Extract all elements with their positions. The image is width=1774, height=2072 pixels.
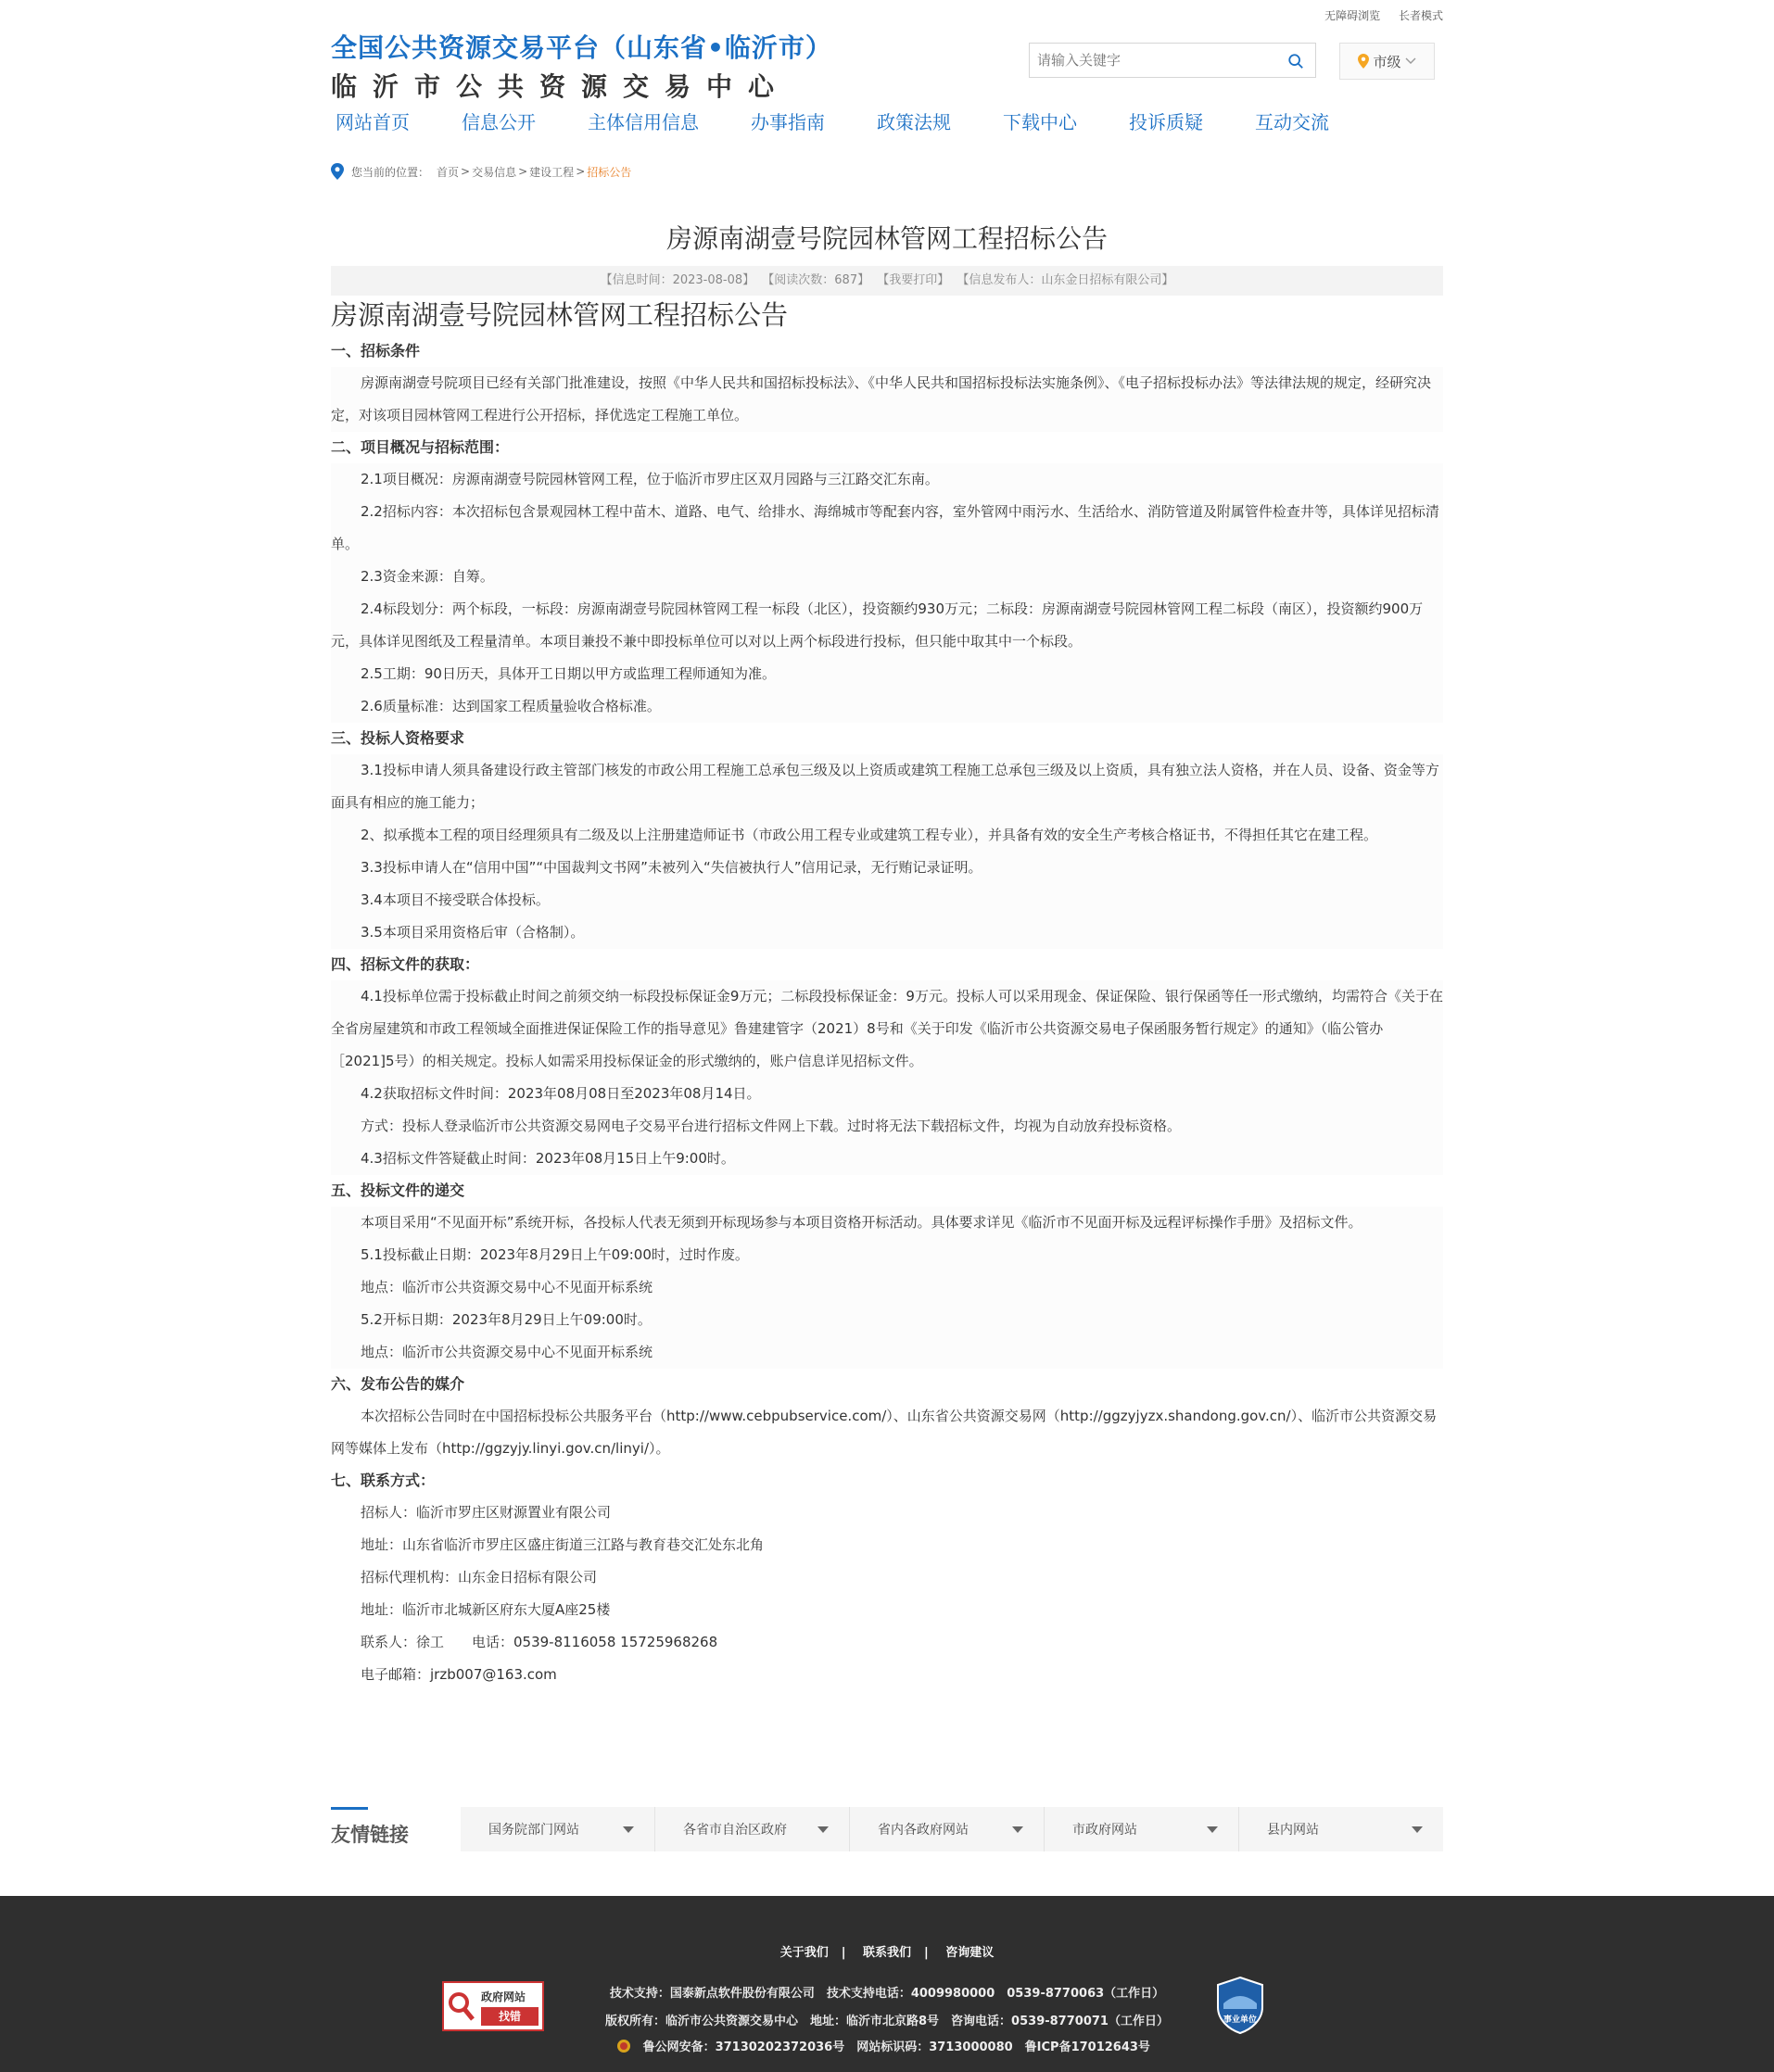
breadcrumb-separator: > [461, 165, 471, 178]
select-label: 市政府网站 [1072, 1823, 1137, 1838]
paragraph: 4.2获取招标文件时间：2023年08月08日至2023年08月14日。 [331, 1078, 1443, 1110]
nav-guide[interactable]: 办事指南 [751, 111, 825, 133]
article-meta [331, 266, 1443, 296]
paragraph: 2.6质量标准：达到国家工程质量验收合格标准。 [331, 690, 1443, 723]
caret-down-icon [817, 1826, 829, 1833]
select-label: 各省市自治区政府 [683, 1823, 787, 1838]
select-state-council[interactable] [461, 1807, 655, 1851]
footer-copyright: 版权所有：临沂市公共资源交易中心 地址：临沂市北京路8号 咨询电话：0539-8770071（工作日） [605, 2015, 1169, 2028]
footer-about-link[interactable]: 关于我们 [779, 1946, 829, 1960]
footer [0, 1896, 1774, 2072]
section-heading: 二、项目概况与招标范围： [331, 438, 510, 456]
site-logo[interactable] [331, 28, 832, 104]
main-nav [336, 107, 1381, 134]
paragraph: 4.1投标单位需于投标截止时间之前须交纳一标段投标保证金9万元；二标段投标保证金：9万元。投标人可以采用现金、保证保险、银行保函等任一形式缴纳，均需符合《关于在全省房屋建筑和市政工程领域全面推进保证保险工作的指导意见》鲁建建管字（2021）8号和《关于印发《临沂市公共资源交易电子保函服务暂行规定》的通知》（临公管办［2021]5号）的相关规定。投标人如需采用投标保证金的形式缴纳的，账户信息详见招标文件。 [331, 980, 1443, 1078]
breadcrumb-separator: > [518, 165, 528, 178]
paragraph: 地点：临沂市公共资源交易中心不见面开标系统 [331, 1336, 1443, 1369]
section-heading: 五、投标文件的递交 [331, 1181, 465, 1199]
footer-links: 关于我们 | 联系我们 | 咨询建议 [779, 1946, 995, 1960]
footer-icp-text: 鲁公网安备：37130202372036号 网站标识码：3713000080 鲁ICP备17012643号 [642, 2040, 1150, 2054]
paragraph: 2.4标段划分：两个标段，一标段：房源南湖壹号院园林管网工程一标段（北区），投资额约930万元；二标段：房源南湖壹号院园林管网工程二标段（南区），投资额约900万元，具体详见图纸及工程量清单。本项目兼投不兼中即投标单位可以对以上两个标段进行投标，但只能中取其中一个标段。 [331, 593, 1443, 658]
select-label: 国务院部门网站 [488, 1823, 579, 1838]
contact-line: 地址：临沂市北城新区府东大厦A座25楼 [331, 1594, 1443, 1626]
paragraph: 5.1投标截止日期：2023年8月29日上午09:00时，过时作废。 [331, 1239, 1443, 1271]
article-heading: 房源南湖壹号院园林管网工程招标公告 [331, 297, 1443, 332]
location-pin-icon [1358, 54, 1369, 69]
logo-title: 全国公共资源交易平台（山东省•临沂市） [331, 32, 832, 63]
paragraph: 地点：临沂市公共资源交易中心不见面开标系统 [331, 1271, 1443, 1304]
section-accent-bar [331, 1807, 368, 1810]
paragraph: 2.3资金来源：自筹。 [331, 561, 1443, 593]
select-province-gov[interactable] [850, 1807, 1045, 1851]
meta-publisher: 【信息发布人：山东金日招标有限公司】 [957, 273, 1174, 287]
search-box [1029, 43, 1316, 78]
section-heading: 一、招标条件 [331, 342, 421, 360]
badge-text-bottom: 找错 [481, 2007, 539, 2026]
nav-credit-info[interactable]: 主体信用信息 [588, 111, 699, 133]
badge-right-text: 事业单位 [1223, 2015, 1257, 2025]
paragraph: 2.5工期：90日历天，具体开工日期以甲方或监理工程师通知为准。 [331, 658, 1443, 690]
paragraph: 3.1投标申请人须具备建设行政主管部门核发的市政公用工程施工总承包三级及以上资质或建筑工程施工总承包三级及以上资质，具有独立法人资格，并在人员、设备、资金等方面具有相应的施工能力； [331, 754, 1443, 819]
select-city-gov[interactable] [1045, 1807, 1239, 1851]
print-button[interactable]: 【我要打印】 [877, 273, 950, 287]
select-county[interactable] [1239, 1807, 1443, 1851]
paragraph: 3.3投标申请人在“信用中国”“中国裁判文书网”未被列入“失信被执行人”信用记录，无行贿记录证明。 [331, 852, 1443, 884]
contact-line: 招标人：临沂市罗庄区财源置业有限公司 [331, 1497, 1443, 1529]
magnifier-icon [448, 1988, 475, 2025]
footer-contact-link[interactable]: 联系我们 [862, 1946, 911, 1960]
page-title: 房源南湖壹号院园林管网工程招标公告 [665, 223, 1108, 254]
nav-info-public[interactable]: 信息公开 [462, 111, 536, 133]
select-label: 省内各政府网站 [878, 1823, 969, 1838]
location-pin-icon [331, 163, 344, 180]
nav-download[interactable]: 下载中心 [1003, 111, 1077, 133]
gov-site-error-badge[interactable] [442, 1981, 544, 2031]
nav-complaint[interactable]: 投诉质疑 [1129, 111, 1203, 133]
select-provinces[interactable] [655, 1807, 850, 1851]
select-label: 县内网站 [1267, 1823, 1319, 1838]
breadcrumb-home[interactable]: 首页 [437, 165, 460, 179]
caret-down-icon [1412, 1826, 1423, 1833]
breadcrumb-prefix: 您当前的位置： [351, 165, 430, 179]
contact-line: 地址：山东省临沂市罗庄区盛庄街道三江路与教育巷交汇处东北角 [331, 1529, 1443, 1561]
paragraph: 2.2招标内容：本次招标包含景观园林工程中苗木、道路、电气、给排水、海绵城市等配套内容，室外管网中雨污水、生活给水、消防管道及附属管件检查井等，具体详见招标清单。 [331, 496, 1443, 561]
paragraph: 5.2开标日期：2023年8月29日上午09:00时。 [331, 1304, 1443, 1336]
friend-links [331, 1807, 1443, 1853]
top-utility-bar [331, 7, 1443, 26]
paragraph: 房源南湖壹号院项目已经有关部门批准建设，按照《中华人民共和国招标投标法》、《中华人民共和国招标投标法实施条例》、《电子招标投标办法》等法律法规的规定，经研究决定，对该项目园林管网工程进行公开招标，择优选定工程施工单位。 [331, 367, 1443, 432]
footer-icp [0, 2037, 1774, 2054]
section-heading: 三、投标人资格要求 [331, 729, 465, 747]
paragraph: 2.1项目概况：房源南湖壹号院园林管网工程，位于临沂市罗庄区双月园路与三江路交汇东南。 [331, 463, 1443, 496]
paragraph: 方式：投标人登录临沂市公共资源交易网电子交易平台进行招标文件网上下载。过时将无法下载招标文件，均视为自动放弃投标资格。 [331, 1110, 1443, 1143]
paragraph: 2、拟承揽本工程的项目经理须具有二级及以上注册建造师证书（市政公用工程专业或建筑工程专业），并具备有效的安全生产考核合格证书，不得担任其它在建工程。 [331, 819, 1443, 852]
caret-down-icon [1012, 1826, 1023, 1833]
nav-interaction[interactable]: 互动交流 [1255, 111, 1329, 133]
paragraph: 3.5本项目采用资格后审（合格制）。 [331, 916, 1443, 949]
nav-home[interactable]: 网站首页 [336, 111, 410, 133]
elder-mode-link[interactable]: 长者模式 [1398, 9, 1443, 22]
city-level-label: 市级 [1373, 53, 1401, 70]
breadcrumb-separator: > [576, 165, 586, 178]
breadcrumb-trade-info[interactable]: 交易信息 [472, 165, 517, 179]
breadcrumb [331, 163, 631, 180]
nav-policy[interactable]: 政策法规 [877, 111, 951, 133]
badge-text-top: 政府网站 [481, 1990, 526, 2003]
section-heading: 七、联系方式： [331, 1472, 436, 1489]
breadcrumb-current: 招标公告 [587, 165, 632, 179]
city-level-selector[interactable] [1339, 43, 1435, 80]
caret-down-icon [623, 1826, 634, 1833]
section-heading: 六、发布公告的媒介 [331, 1375, 465, 1393]
contact-line: 联系人：徐工 电话：0539-8116058 15725968268 [331, 1626, 1443, 1659]
caret-down-icon [1207, 1826, 1218, 1833]
paragraph: 4.3招标文件答疑截止时间：2023年08月15日上午9:00时。 [331, 1143, 1443, 1175]
accessible-mode-link[interactable]: 无障碍浏览 [1324, 9, 1381, 22]
search-input[interactable] [1030, 44, 1276, 77]
public-institution-badge[interactable] [1214, 1976, 1266, 2035]
logo-subtitle: 临沂市公共资源交易中心 [331, 71, 791, 102]
contact-line: 招标代理机构：山东金日招标有限公司 [331, 1561, 1443, 1594]
shield-icon [1214, 1976, 1266, 2035]
meta-reads: 【阅读次数：687】 [762, 273, 870, 287]
search-icon[interactable] [1287, 53, 1304, 69]
chevron-down-icon [1405, 57, 1416, 65]
contact-email: 电子邮箱：jrzb007@163.com [331, 1659, 1443, 1691]
meta-time: 【信息时间：2023-08-08】 [600, 273, 755, 287]
breadcrumb-construction[interactable]: 建设工程 [529, 165, 575, 179]
paragraph: 3.4本项目不接受联合体投标。 [331, 884, 1443, 916]
paragraph: 本项目采用“不见面开标”系统开标，各投标人代表无须到开标现场参与本项目资格开标活动。具体要求详见《临沂市不见面开标及远程评标操作手册》及招标文件。 [331, 1207, 1443, 1239]
friend-links-title: 友情链接 [331, 1824, 409, 1846]
police-badge-icon [616, 2039, 631, 2053]
paragraph: 本次招标公告同时在中国招标投标公共服务平台（http://www.cebpubservice.com/）、山东省公共资源交易网（http://ggzyjyzx.shandong.gov.cn/）、临沂市公共资源交易网等媒体上发布（http://ggzyjy.linyi.gov.cn/linyi/）。 [331, 1400, 1443, 1465]
article-content [331, 297, 1443, 1691]
footer-tech-support: 技术支持：国泰新点软件股份有限公司 技术支持电话：4009980000 0539-8770063（工作日） [609, 1987, 1165, 2001]
footer-suggest-link[interactable]: 咨询建议 [945, 1946, 995, 1960]
section-heading: 四、招标文件的获取： [331, 955, 480, 973]
